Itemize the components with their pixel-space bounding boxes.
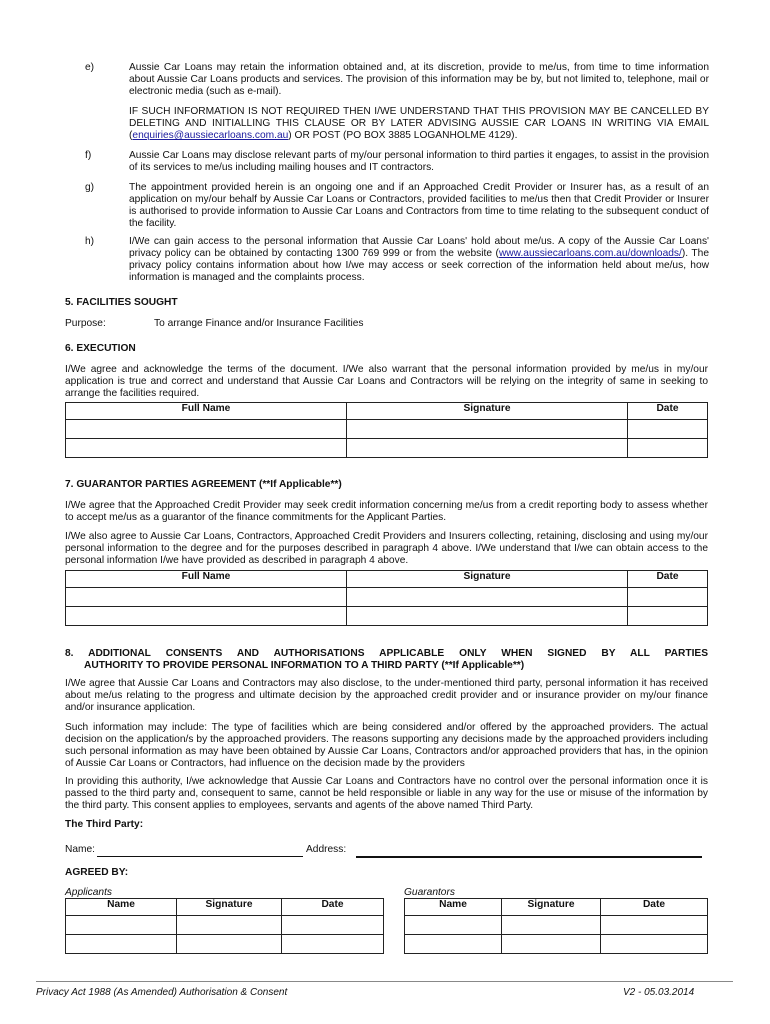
clause-e-caps (129, 106, 709, 142)
footer-divider (36, 981, 733, 982)
applicants-label: Applicants (65, 887, 113, 898)
date-cell[interactable] (282, 935, 384, 954)
execution-signature-table (65, 402, 708, 458)
date-cell[interactable] (601, 916, 708, 935)
section-8-text-1: I/We agree that Aussie Car Loans and Contractors may also disclose, to the under-mentioned third party, personal information it has received about me/us relating to the progress and ultimate decision by the approached credit provider and or insurance provider on my/our finance and/or insurance application. (65, 678, 708, 713)
col-date: Date (282, 899, 384, 916)
name-cell[interactable] (405, 916, 502, 935)
signature-cell[interactable] (502, 916, 601, 935)
name-cell[interactable] (66, 916, 177, 935)
signature-cell[interactable] (502, 935, 601, 954)
date-cell[interactable] (628, 607, 708, 626)
section-8-heading-line-1: 8. ADDITIONAL CONSENTS AND AUTHORISATIONS APPLICABLE ONLY WHEN SIGNED BY ALL PARTIES (65, 648, 708, 659)
signature-cell[interactable] (347, 588, 628, 607)
col-name: Name (66, 899, 177, 916)
third-party-label: The Third Party: (65, 819, 144, 830)
downloads-link[interactable]: www.aussiecarloans.com.au/downloads/ (498, 248, 682, 259)
email-link[interactable]: enquiries@aussiecarloans.com.au (132, 130, 289, 141)
clause-g-letter: g) (85, 182, 95, 193)
name-cell[interactable] (66, 588, 347, 607)
section-8-heading-line-2: AUTHORITY TO PROVIDE PERSONAL INFORMATION TO A THIRD PARTY (**If Applicable**) (84, 660, 525, 671)
col-name: Name (405, 899, 502, 916)
signature-cell[interactable] (177, 935, 282, 954)
name-cell[interactable] (66, 607, 347, 626)
section-7-heading: 7. GUARANTOR PARTIES AGREEMENT (**If Applicable**) (65, 479, 342, 490)
col-signature: Signature (177, 899, 282, 916)
third-party-name-label: Name: (65, 844, 96, 855)
date-cell[interactable] (628, 588, 708, 607)
footer-title: Privacy Act 1988 (As Amended) Authorisation & Consent (36, 987, 288, 998)
applicants-table (65, 898, 384, 954)
section-6-text: I/We agree and acknowledge the terms of the document. I/We also warrant that the personal information provided by me/us in my/our application is true and correct and understand that Aussie Car Loans and Contractors will be relying on the integrity of same in seeking to arrange the facilities required. (65, 364, 708, 399)
third-party-address-label: Address: (306, 844, 347, 855)
purpose-label: Purpose: (65, 318, 106, 329)
clause-h-text-after: ). The privacy policy contains information about how I/we may access or seek correction of the information held about me/us, how information is managed and the complaints process. (129, 248, 709, 283)
name-cell[interactable] (405, 935, 502, 954)
footer-version: V2 - 05.03.2014 (623, 987, 695, 998)
date-cell[interactable] (601, 935, 708, 954)
signature-cell[interactable] (177, 916, 282, 935)
col-signature: Signature (502, 899, 601, 916)
section-5-heading: 5. FACILITIES SOUGHT (65, 297, 178, 308)
name-cell[interactable] (66, 439, 347, 458)
guarantor-signature-table (65, 570, 708, 626)
section-7-text-2: I/We also agree to Aussie Car Loans, Contractors, Approached Credit Providers and Insurers collecting, retaining, disclosing and using my/our personal information to the degree and for the purposes described in paragraph 4 above. I/We understand that I/we can obtain access to the personal information I/we have provided as described in paragraph 4 above. (65, 531, 708, 566)
guarantors-label: Guarantors (404, 887, 455, 898)
date-cell[interactable] (282, 916, 384, 935)
col-full-name: Full Name (66, 571, 347, 588)
col-signature: Signature (347, 571, 628, 588)
clause-h-text (129, 236, 709, 284)
clause-e-text: Aussie Car Loans may retain the information obtained and, at its discretion, provide to me/us, from time to time information about Aussie Car Loans products and services. The provision of this information may be by, but not limited to, telephone, mail or electronic media (such as e-mail). (129, 62, 709, 97)
guarantors-table (404, 898, 708, 954)
date-cell[interactable] (628, 439, 708, 458)
third-party-address-field[interactable] (356, 844, 702, 858)
col-date: Date (628, 403, 708, 420)
clause-g-text: The appointment provided herein is an ongoing one and if an Approached Credit Provider or Insurer has, as a result of an application on my/our behalf by Aussie Car Loans or Contractors, provided facilities to me/us then that Credit Provider or Insurer is authorised to provide information to Aussie Car Loans and Contractors from time to time relating to the subsequent conduct of the facility. (129, 182, 709, 229)
agreed-by-heading: AGREED BY: (65, 867, 129, 878)
signature-cell[interactable] (347, 420, 628, 439)
name-cell[interactable] (66, 420, 347, 439)
clause-e-letter: e) (85, 62, 95, 73)
clause-e-caps-after: ) OR POST (PO BOX 3885 LOGANHOLME 4129). (288, 130, 518, 141)
section-7-text-1: I/We agree that the Approached Credit Provider may seek credit information concerning me/us from a credit reporting body to assess whether to accept me/us as a guarantor of the finance commitments for the Applicant Parties. (65, 500, 708, 523)
clause-f-letter: f) (85, 150, 92, 161)
col-date: Date (601, 899, 708, 916)
section-8-text-3: In providing this authority, I/we acknowledge that Aussie Car Loans and Contractors have no control over the personal information once it is passed to the third party and, consequent to same, cannot be held responsible or liable in any way for the use or misuse of the information by the third party. This consent applies to employees, servants and agents of the above named Third Party. (65, 776, 708, 811)
section-8-text-2: Such information may include: The type of facilities which are being considered and/or offered by the approached providers. The actual decision on the application/s by the approached providers. The reasons supporting any decisions made by the approached providers including such personal information as may have been obtained by Aussie Car Loans, Contractors and/or approached providers that has, in the opinion of Aussie Car Loans or Contractors, had influence on the decision made by the providers (65, 722, 708, 769)
clause-h-letter: h) (85, 236, 95, 247)
date-cell[interactable] (628, 420, 708, 439)
signature-cell[interactable] (347, 607, 628, 626)
section-6-heading: 6. EXECUTION (65, 343, 136, 354)
clause-f-text: Aussie Car Loans may disclose relevant parts of my/our personal information to third parties it engages, to assist in the provision of its services to me/us including mailing houses and IT contractors. (129, 150, 709, 173)
clause-h-text-before: I/We can gain access to the personal information that Aussie Car Loans' hold about me/us. A copy of the Aussie Car Loans' privacy policy can be obtained by contacting 1300 769 999 or from the website ( (129, 236, 709, 259)
signature-cell[interactable] (347, 439, 628, 458)
purpose-value: To arrange Finance and/or Insurance Facilities (154, 318, 364, 329)
clause-e-caps-before: IF SUCH INFORMATION IS NOT REQUIRED THEN I/WE UNDERSTAND THAT THIS PROVISION MAY BE CANCELLED BY DELETING AND INITIALLING THIS CLAUSE OR BY LATER ADVISING AUSSIE CAR LOANS IN WRITING VIA EMAIL ( (129, 106, 709, 141)
name-cell[interactable] (66, 935, 177, 954)
col-signature: Signature (347, 403, 628, 420)
col-date: Date (628, 571, 708, 588)
col-full-name: Full Name (66, 403, 347, 420)
third-party-name-field[interactable] (97, 844, 303, 857)
